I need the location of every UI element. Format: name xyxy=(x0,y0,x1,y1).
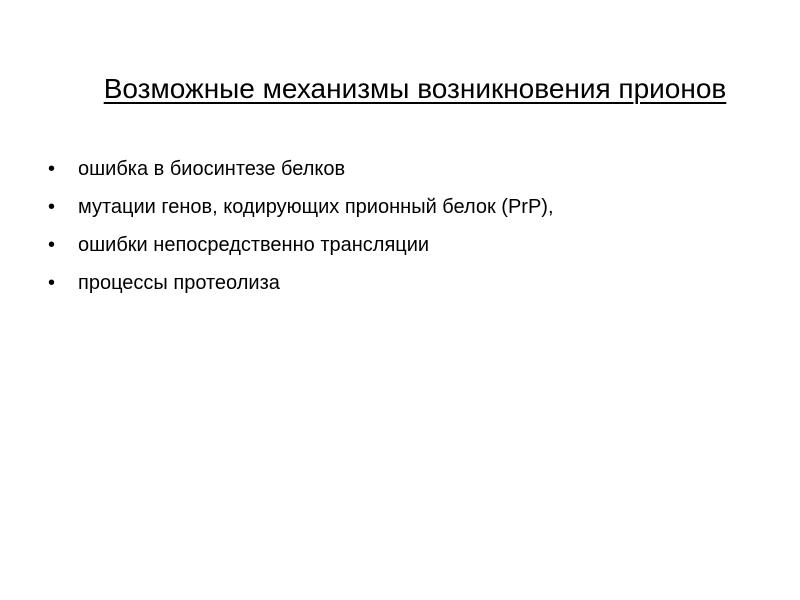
slide-title: Возможные механизмы возникновения прионов xyxy=(103,73,727,104)
list-item-text: мутации генов, кодирующих прионный белок (PrP), xyxy=(78,196,554,218)
bullet-list xyxy=(44,156,764,308)
list-item-text: процессы протеолиза xyxy=(78,272,280,294)
list-item xyxy=(44,270,764,296)
bullet-icon: • xyxy=(48,196,56,218)
list-item-text: ошибки непосредственно трансляции xyxy=(78,234,430,256)
bullet-icon: • xyxy=(48,234,56,256)
bullet-icon: • xyxy=(48,158,56,180)
list-item-text: ошибка в биосинтезе белков xyxy=(78,158,346,180)
list-item xyxy=(44,194,764,220)
bullet-icon: • xyxy=(48,272,56,294)
list-item xyxy=(44,232,764,258)
list-item xyxy=(44,156,764,182)
